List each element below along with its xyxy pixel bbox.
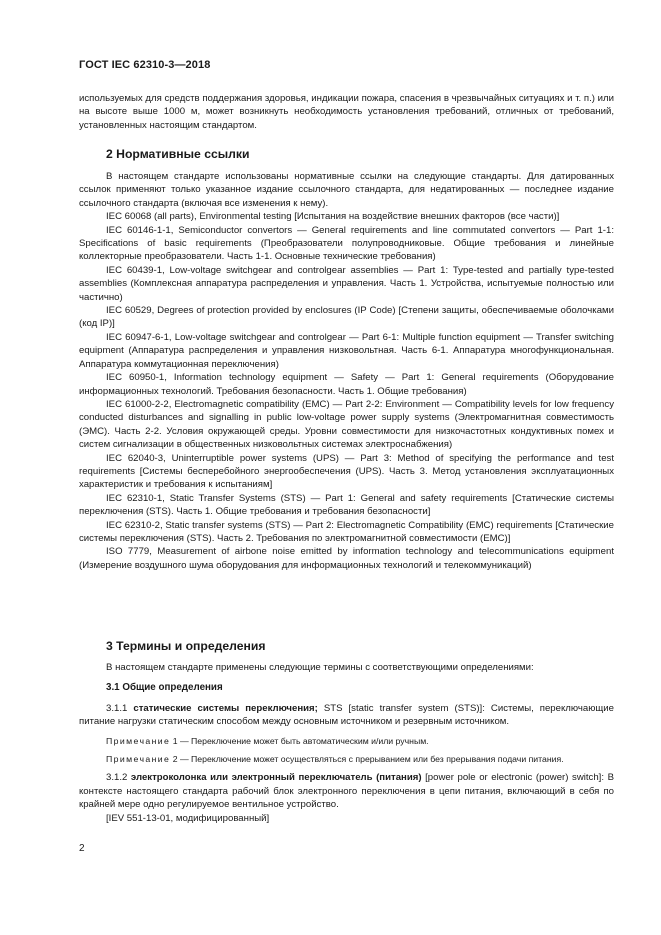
term-source: [IEV 551-13-01, модифицированный]	[106, 812, 270, 824]
term-name: статические системы переключения;	[133, 702, 318, 714]
section-normative-references	[79, 146, 614, 572]
note-2	[79, 753, 614, 765]
reference-item: ISO 7779, Measurement of airbone noise emitted by information technology and telecommunications equipment (Измерение воздушного шума оборудования для информационных технологий и телекоммуникаций)	[79, 546, 614, 571]
note-text: 2 — Переключение может осуществляться с прерыванием или без прерывания подачи питания.	[170, 754, 564, 765]
intro-continuation	[79, 92, 614, 132]
section-3-title: 3 Термины и определения	[106, 639, 266, 653]
reference-item: IEC 61000-2-2, Electromagnetic compatibility (EMC) — Part 2-2: Environment — Compatibility levels for low frequency conducted disturbances and signalling in public low-voltage power supply systems (Электромагнитная совместимость (ЭМС). Часть 2-2. Условия окружающей среды. Уровни совместимости для низкочастотных кондуктивных помех и систем сигнализации в общественных низковольтных системах электроснабжения)	[79, 398, 614, 451]
reference-item: IEC 62310-1, Static Transfer Systems (STS) — Part 1: General and safety requirements [Статические системы переключения (STS). Часть 1. Общие требования и требования безопасности]	[79, 492, 614, 518]
reference-item: IEC 60439-1, Low-voltage switchgear and controlgear assemblies — Part 1: Type-tested and partially type-tested assemblies (Комплексная аппаратура распределения и управления. Часть 1. Устройства, испытуемые полностью или частично)	[79, 264, 614, 303]
reference-item: IEC 60529, Degrees of protection provided by enclosures (IP Code) [Степени защиты, обеспечиваемые оболочками (код IP)]	[79, 305, 614, 330]
reference-item: IEC 60950-1, Information technology equipment — Safety — Part 1: General requirements (Оборудование информационных технологий. Требования безопасности. Часть 1. Общие требования)	[79, 372, 614, 397]
note-label: Примечание	[106, 735, 171, 746]
page-number: 2	[79, 843, 85, 854]
reference-item: IEC 60947-6-1, Low-voltage switchgear and controlgear — Part 6-1: Multiple function equipment — Transfer switching equipment (Аппаратура распределения и управления низковольтная. Часть 6-1. Аппаратура многофункциональная. Аппаратура коммутационная переключения)	[79, 331, 614, 370]
reference-item: IEC 62040-3, Uninterruptible power systems (UPS) — Part 3: Method of specifying the performance and test requirements [Системы бесперебойного энергообеспечения (UPS). Часть 3. Метод установления эксплуатационных характеристик и требования к испытаниям]	[79, 452, 614, 491]
reference-item: IEC 60146-1-1, Semiconductor convertors — General requirements and line commutated convertors — Part 1-1: Specifications of basic requirements (Преобразователи полупроводниковые. Общие требования и линейные коллекторные преобразователи. Часть 1-1. Основные технические требования)	[79, 224, 614, 263]
section-2-intro: В настоящем стандарте использованы нормативные ссылки на следующие стандарты. Для датированных ссылок применяют только указанное издание ссылочного стандарта, для недатированных — последнее издание ссылочного стандарта (включая все изменения к нему).	[79, 171, 614, 209]
term-number: 3.1.1	[106, 702, 128, 714]
reference-item: IEC 60068 (all parts), Environmental testing [Испытания на воздействие внешних факторов (все части)]	[106, 211, 560, 223]
term-3-1-1	[79, 702, 614, 729]
document-header: ГОСТ IEC 62310-3—2018	[79, 59, 211, 71]
intro-paragraph: используемых для средств поддержания здоровья, индикации пожара, спасения в чрезвычайных ситуациях и т. п.) или на высоте выше 1000 м, может возникнуть необходимость установления требований, отличных от требований, установленных настоящим стандартом.	[79, 93, 614, 131]
term-definition: [power pole or electronic (power) switch]: В контексте настоящего стандарта рабочий блок электронного переключения в цепи питания, включающий в себя по крайней мере одно регулируемое вентильное устройство.	[79, 772, 614, 811]
section-2-title: 2 Нормативные ссылки	[106, 147, 250, 161]
section-terms-definitions	[79, 638, 614, 825]
term-definition: STS [static transfer system (STS)]: Системы, переключающие питание нагрузки статическим способом между основным источником и резервным источником.	[79, 702, 614, 728]
section-3-intro: В настоящем стандарте применены следующие термины с соответствующими определениями:	[106, 662, 534, 673]
term-number: 3.1.2	[106, 772, 128, 784]
note-label: Примечание	[106, 754, 171, 765]
note-text: 1 — Переключение может быть автоматическим и/или ручным.	[170, 735, 429, 746]
term-3-1-2	[79, 771, 614, 811]
note-1	[79, 735, 614, 747]
term-name: электроколонка или электронный переключатель (питания)	[130, 772, 422, 784]
reference-item: IEC 62310-2, Static transfer systems (STS) — Part 2: Electromagnetic Compatibility (EMC) requirements [Статические системы переключения (STS). Часть 2. Требования по электромагнитной совместимости (EMC)]	[79, 519, 614, 544]
subsection-3-1-title: 3.1 Общие определения	[106, 682, 223, 694]
